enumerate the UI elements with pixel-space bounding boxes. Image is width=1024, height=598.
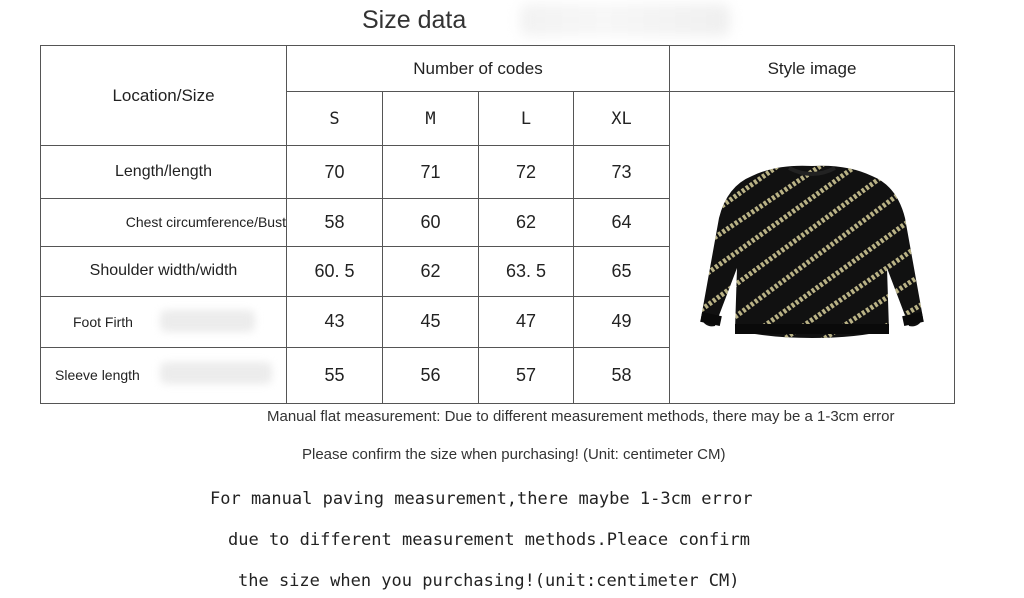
value-chest-s: 58 bbox=[287, 199, 383, 246]
value-foot-firth-l: 47 bbox=[479, 296, 574, 347]
value-shoulder-xl: 65 bbox=[574, 246, 670, 296]
row-label-length: Length/length bbox=[41, 146, 287, 199]
page-title: Size data bbox=[362, 6, 467, 34]
value-foot-firth-m: 45 bbox=[383, 296, 479, 347]
style-image-cell bbox=[670, 92, 955, 404]
value-foot-firth-xl: 49 bbox=[574, 296, 670, 347]
value-length-m: 71 bbox=[383, 146, 479, 199]
size-header-s: S bbox=[287, 92, 383, 146]
value-length-l: 72 bbox=[479, 146, 574, 199]
note-english-line-1: For manual paving measurement,there maybe 1-3cm error bbox=[210, 489, 753, 509]
note-confirm-size: Please confirm the size when purchasing! (Unit: centimeter CM) bbox=[302, 446, 726, 463]
value-sleeve-s: 55 bbox=[287, 347, 383, 403]
value-sleeve-xl: 58 bbox=[574, 347, 670, 403]
value-length-xl: 73 bbox=[574, 146, 670, 199]
note-english-line-3: the size when you purchasing!(unit:centimeter CM) bbox=[238, 571, 740, 591]
value-shoulder-s: 60. 5 bbox=[287, 246, 383, 296]
value-chest-l: 62 bbox=[479, 199, 574, 246]
size-header-l: L bbox=[479, 92, 574, 146]
blur-patch-sleeve bbox=[160, 362, 272, 384]
value-shoulder-m: 62 bbox=[383, 246, 479, 296]
style-image-header: Style image bbox=[670, 46, 955, 92]
sweater-body bbox=[701, 165, 923, 337]
value-shoulder-l: 63. 5 bbox=[479, 246, 574, 296]
row-label-sleeve: Sleeve length bbox=[41, 347, 287, 403]
value-length-s: 70 bbox=[287, 146, 383, 199]
blur-patch-foot bbox=[160, 310, 255, 332]
location-size-header: Location/Size bbox=[41, 46, 287, 146]
value-chest-m: 60 bbox=[383, 199, 479, 246]
value-chest-xl: 64 bbox=[574, 199, 670, 246]
value-sleeve-l: 57 bbox=[479, 347, 574, 403]
value-foot-firth-s: 43 bbox=[287, 296, 383, 347]
row-label-foot-firth: Foot Firth bbox=[41, 296, 287, 347]
number-of-codes-header: Number of codes bbox=[287, 46, 670, 92]
value-sleeve-m: 56 bbox=[383, 347, 479, 403]
size-header-m: M bbox=[383, 92, 479, 146]
size-table bbox=[40, 45, 955, 404]
size-header-xl: XL bbox=[574, 92, 670, 146]
note-flat-measurement: Manual flat measurement: Due to different measurement methods, there may be a 1-3cm error bbox=[267, 408, 895, 425]
sweater-image bbox=[697, 148, 927, 348]
row-label-shoulder: Shoulder width/width bbox=[41, 246, 287, 296]
row-label-chest: Chest circumference/Bust bbox=[41, 199, 287, 246]
blurred-watermark bbox=[520, 4, 730, 36]
note-english-line-2: due to different measurement methods.Pleace confirm bbox=[228, 530, 750, 550]
